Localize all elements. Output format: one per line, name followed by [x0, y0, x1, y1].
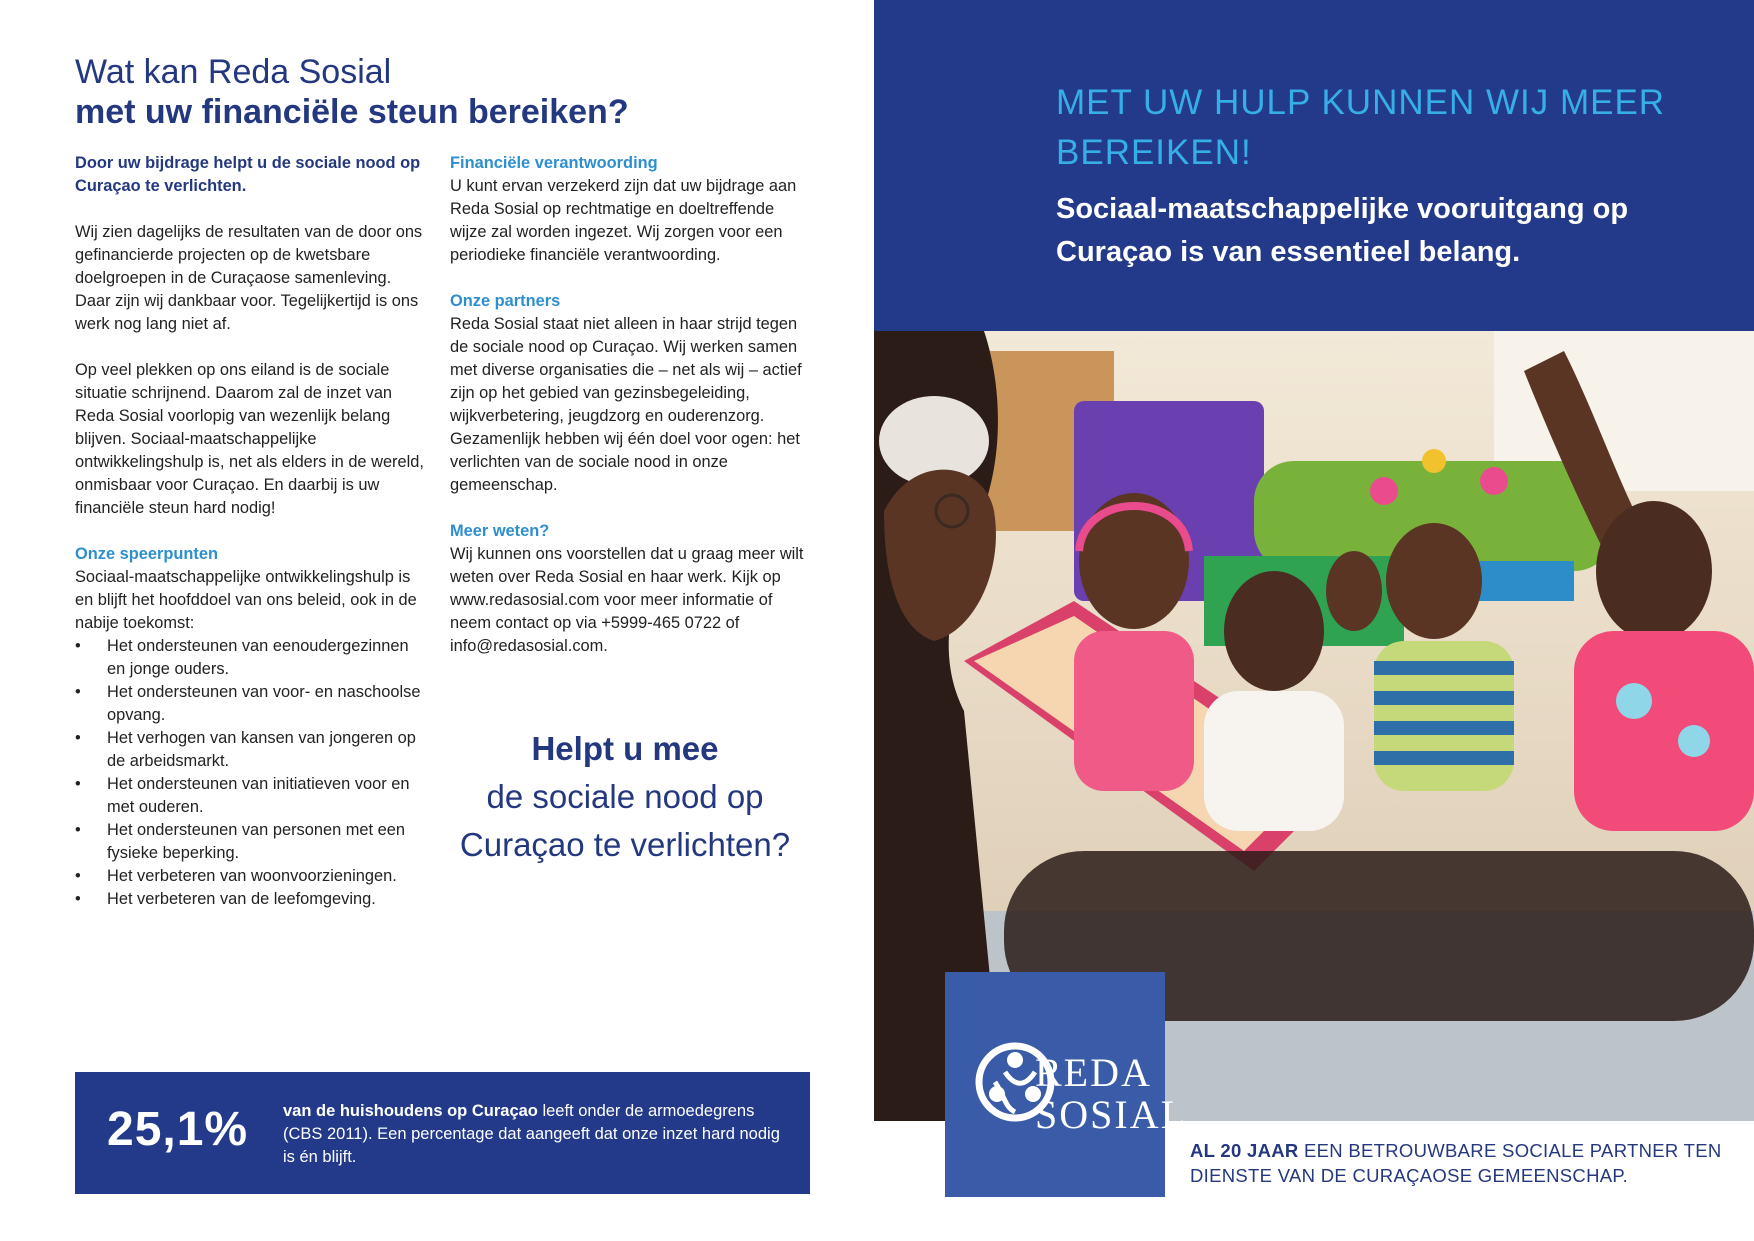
cta-text: de sociale nood op Curaçao te verlichten? [459, 778, 791, 863]
statistic-text-bold: van de huishoudens op Curaçao [283, 1102, 538, 1120]
header-band [874, 0, 1754, 331]
speerpunten-heading: Onze speerpunten [75, 545, 218, 563]
financial-heading: Financiële verantwoording [450, 154, 658, 172]
statistic-text-rest: leeft onder de armoedegrens (CBS 2011). Een percentage dat aangeeft dat onze inzet hard nodig is én blijft. [283, 1102, 780, 1166]
partners-section [450, 290, 810, 497]
paragraph-results: Wij zien dagelijks de resultaten van de door ons gefinancierde projecten op de kwetsbare doelgroepen in de Curaçaose samenleving. Daar zijn wij dankbaar voor. Tegelijkertijd is ons werk nog lang niet af. [75, 223, 423, 333]
list-item: • Het verbeteren van woonvoorzieningen. [75, 865, 430, 888]
page-title [75, 52, 835, 132]
statistic-number: 25,1% [107, 1103, 249, 1156]
logo-wordmark [1035, 1052, 1187, 1136]
statistic-text [283, 1100, 783, 1169]
financial-text: U kunt ervan verzekerd zijn dat uw bijdrage aan Reda Sosial op rechtmatige en doeltreffende wijze zal worden ingezet. Wij zorgen voor een periodieke financiële verantwoording. [450, 177, 797, 264]
tagline-bold: AL 20 JAAR [1190, 1140, 1299, 1161]
column-2 [450, 152, 810, 681]
list-item: • Het ondersteunen van initiatieven voor en met ouderen. [75, 773, 430, 819]
list-item: • Het verhogen van kansen van jongeren op de arbeidsmarkt. [75, 727, 430, 773]
cta-bold: Helpt u mee [531, 730, 719, 767]
more-info-section [450, 520, 810, 658]
lead-paragraph: Door uw bijdrage helpt u de sociale nood op Curaçao te verlichten. [75, 154, 421, 195]
header-kicker: MET UW HULP KUNNEN WIJ MEER BEREIKEN! [1056, 83, 1666, 172]
tagline-rest: EEN BETROUWBARE SOCIALE PARTNER TEN DIENSTE VAN DE CURAÇAOSE GEMEENSCHAP. [1190, 1140, 1722, 1186]
partners-text: Reda Sosial staat niet alleen in haar strijd tegen de sociale nood op Curaçao. Wij werken samen met diverse organisaties die – net als wij – actief zijn op het gebied van gezinsbegeleiding, wijkverbetering, jeugdzorg en ouderenzorg. Gezamenlijk hebben wij één doel voor ogen: het verlichten van de sociale nood in onze gemeenschap. [450, 315, 802, 494]
more-info-heading: Meer weten? [450, 522, 550, 540]
left-page [0, 0, 872, 1241]
more-info-text: Wij kunnen ons voorstellen dat u graag meer wilt weten over Reda Sosial en haar werk. Kijk op www.redasosial.com voor meer informatie of neem contact op via +5999-465 0722 of info@redasosial.com. [450, 545, 804, 655]
logo-line-2: SOSIAL [1035, 1092, 1188, 1137]
logo-line-1: REDA [1035, 1050, 1152, 1095]
financial-section [450, 152, 810, 267]
speerpunten-intro: Sociaal-maatschappelijke ontwikkelingshulp is en blijft het hoofddoel van ons beleid, ook in de nabije toekomst: [75, 568, 417, 632]
title-line-2: met uw financiële steun bereiken? [75, 93, 629, 131]
speerpunten-section [75, 543, 430, 911]
header-subline: Sociaal-maatschappelijke vooruitgang op Curaçao is van essentieel belang. [1056, 193, 1629, 268]
tagline [1190, 1138, 1750, 1188]
statistic-banner [75, 1072, 810, 1194]
list-item: • Het verbeteren van de leefomgeving. [75, 888, 430, 911]
list-item: • Het ondersteunen van eenoudergezinnen en jonge ouders. [75, 635, 430, 681]
right-page [874, 0, 1754, 1241]
paragraph-situation: Op veel plekken op ons eiland is de sociale situatie schrijnend. Daarom zal de inzet van Reda Sosial voorlopig van wezenlijk belang blijven. Sociaal-maatschappelijke ontwikkelingshulp is, net als elders in de wereld, onmisbaar voor Curaçao. En daarbij is uw financiële steun hard nodig! [75, 361, 424, 517]
column-1 [75, 152, 430, 911]
partners-heading: Onze partners [450, 292, 561, 310]
reda-sosial-logo [945, 972, 1188, 1197]
list-item: • Het ondersteunen van voor- en naschoolse opvang. [75, 681, 430, 727]
title-line-1: Wat kan Reda Sosial [75, 53, 392, 91]
call-to-action [450, 725, 800, 869]
speerpunten-list [75, 635, 430, 911]
list-item: • Het ondersteunen van personen met een fysieke beperking. [75, 819, 430, 865]
